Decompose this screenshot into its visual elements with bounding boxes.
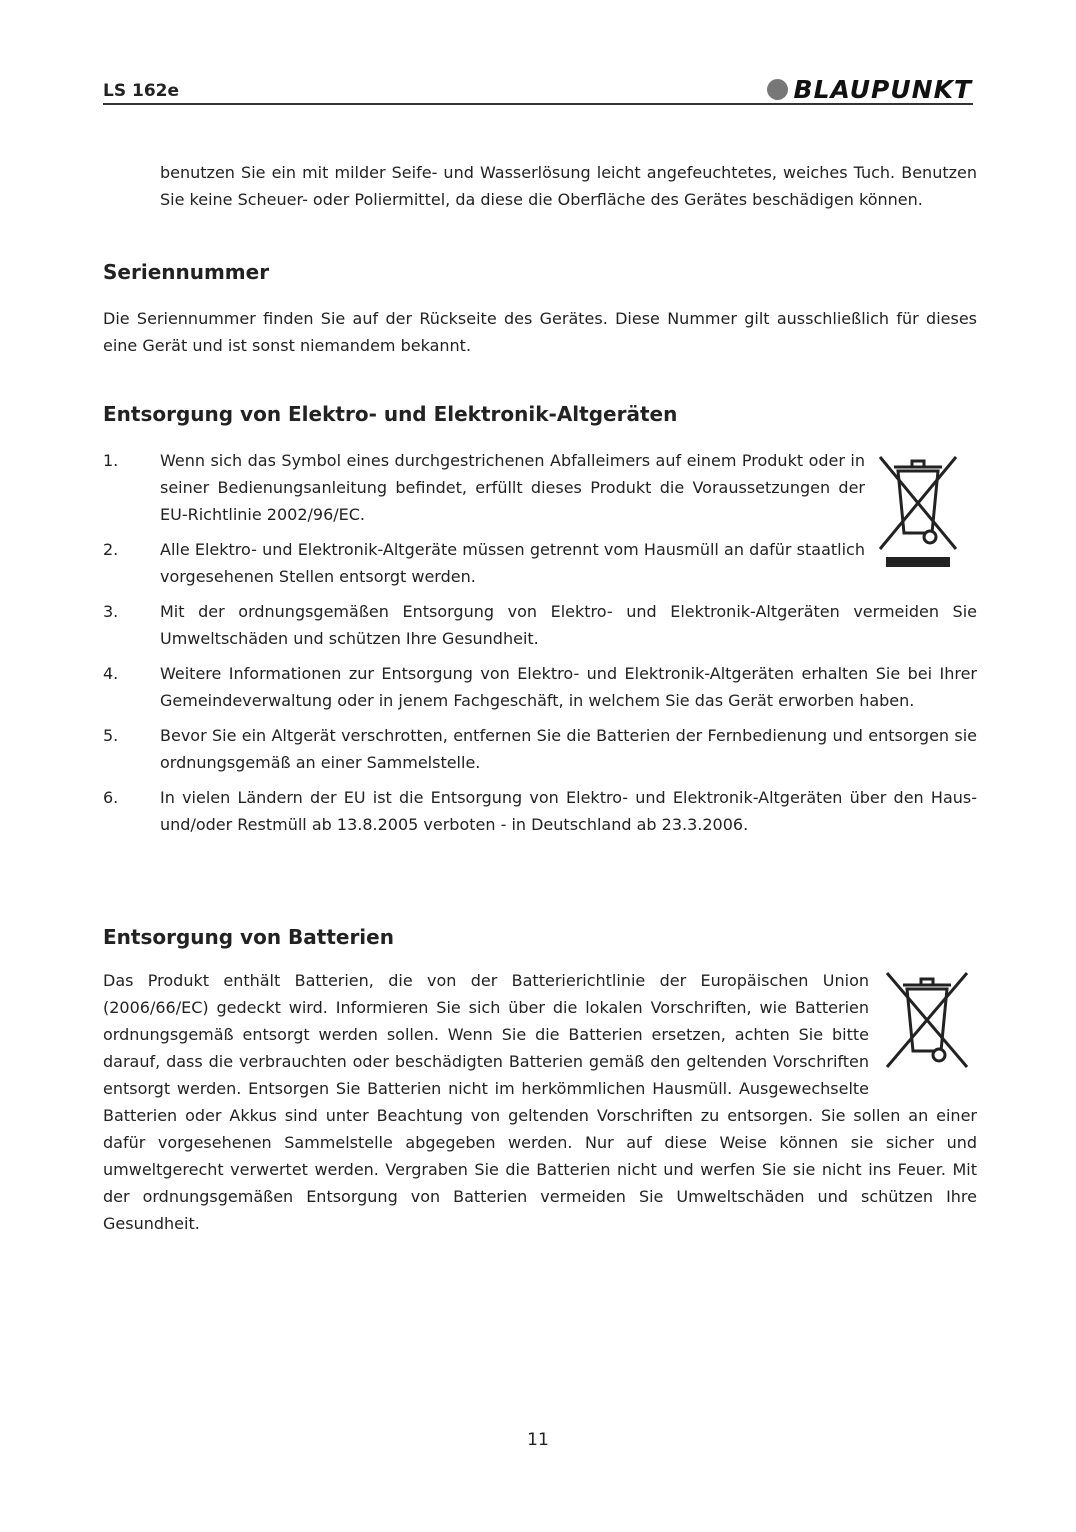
- model-number: LS 162e: [103, 81, 180, 101]
- intro-continuation: benutzen Sie ein mit milder Seife- und Wasserlösung leicht angefeuchtetes, weiches Tuch. Benutzen Sie keine Scheuer- oder Poliermittel, da diese die Oberfläche des Gerätes beschädigen können.: [160, 163, 977, 209]
- header-rule: [103, 103, 973, 105]
- serial-heading: Seriennummer: [103, 260, 270, 284]
- blaupunkt-dot-icon: [767, 79, 788, 100]
- batteries-block: [103, 967, 977, 1237]
- batteries-heading: Entsorgung von Batterien: [103, 925, 394, 949]
- item-number: 1.: [103, 451, 119, 470]
- item-text: Alle Elektro- und Elektronik-Altgeräte müssen getrennt vom Hausmüll an dafür staatlich vorgesehenen Stellen entsorgt werden.: [160, 540, 865, 586]
- item-number: 3.: [103, 602, 119, 621]
- list-item: [103, 447, 977, 528]
- list-item: [103, 598, 977, 652]
- item-number: 5.: [103, 726, 119, 745]
- weee-heading: Entsorgung von Elektro- und Elektronik-Altgeräten: [103, 402, 678, 426]
- weee-list: [103, 447, 977, 846]
- page-number: 11: [527, 1430, 549, 1450]
- item-text: In vielen Ländern der EU ist die Entsorgung von Elektro- und Elektronik-Altgeräten über den Haus- und/oder Restmüll ab 13.8.2005 verboten - in Deutschland ab 23.3.2006.: [160, 788, 977, 834]
- list-item: [103, 722, 977, 776]
- item-text: Wenn sich das Symbol eines durchgestrichenen Abfalleimers auf einem Produkt oder in seiner Bedienungsanleitung befindet, erfüllt dieses Produkt die Voraussetzungen der EU-Richtlinie 2002/96/EC.: [160, 451, 865, 524]
- item-number: 6.: [103, 788, 119, 807]
- item-number: 2.: [103, 540, 119, 559]
- list-item: [103, 536, 977, 590]
- batteries-text: Das Produkt enthält Batterien, die von der Batterierichtlinie der Europäischen Union (2006/66/EC) gedeckt wird. Informieren Sie sich über die lokalen Vorschriften, wie Batterien ordnungsgemäß entsorgt werden sollen. Wenn Sie die Batterien ersetzen, achten Sie bitte darauf, dass die verbrauchten oder beschädigten Batterien gemäß den geltenden Vorschriften entsorgt werden. Entsorgen Sie Batterien nicht im herkömmlichen Hausmüll. Ausgewechselte Batterien oder Akkus sind unter Beachtung von geltenden Vorschriften zu entsorgen. Sie sollen an einer dafür vorgesehenen Sammelstelle abgegeben werden. Nur auf diese Weise können sie sicher und umweltgerecht verwertet werden. Vergraben Sie die Batterien nicht und werfen Sie sie nicht ins Feuer. Mit der ordnungsgemäßen Entsorgung von Batterien vermeiden Sie Umweltschäden und schützen Ihre Gesundheit.: [103, 971, 977, 1233]
- item-text: Bevor Sie ein Altgerät verschrotten, entfernen Sie die Batterien der Fernbedienung und entsorgen sie ordnungsgemäß an einer Sammelstelle.: [160, 726, 977, 772]
- crossed-out-battery-bin-icon: [877, 967, 977, 1077]
- list-item: [103, 660, 977, 714]
- brand-logo: [767, 74, 972, 104]
- list-item: [103, 784, 977, 838]
- brand-name: BLAUPUNKT: [793, 74, 972, 104]
- serial-text: Die Seriennummer finden Sie auf der Rückseite des Gerätes. Diese Nummer gilt ausschließlich für dieses eine Gerät und ist sonst niemandem bekannt.: [103, 309, 977, 355]
- item-number: 4.: [103, 664, 119, 683]
- item-text: Mit der ordnungsgemäßen Entsorgung von Elektro- und Elektronik-Altgeräten vermeiden Sie Umweltschäden und schützen Ihre Gesundheit.: [160, 602, 977, 648]
- item-text: Weitere Informationen zur Entsorgung von Elektro- und Elektronik-Altgeräten erhalten Sie bei Ihrer Gemeindeverwaltung oder in jenem Fachgeschäft, in welchem Sie das Gerät erworben haben.: [160, 664, 977, 710]
